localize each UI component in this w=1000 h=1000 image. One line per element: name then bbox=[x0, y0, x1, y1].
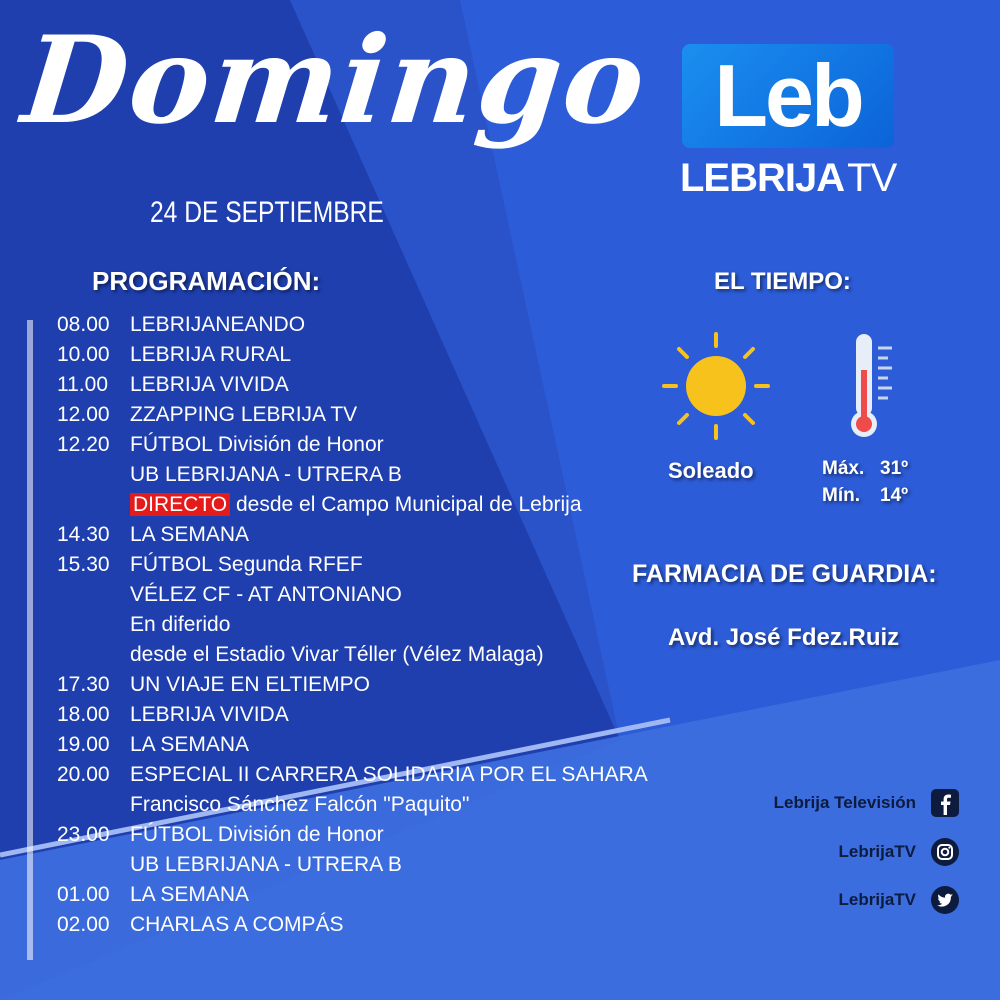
date-label: 24 DE SEPTIEMBRE bbox=[150, 196, 384, 229]
thermometer-icon bbox=[840, 330, 900, 440]
schedule-row: desde el Estadio Vivar Téller (Vélez Malaga) bbox=[130, 643, 544, 666]
schedule-row: DIRECTO desde el Campo Municipal de Lebrija bbox=[57, 490, 648, 520]
schedule-row: 15.30 FÚTBOL Segunda RFEF bbox=[57, 553, 363, 576]
schedule-row: 17.30 UN VIAJE EN ELTIEMPO bbox=[57, 673, 370, 696]
day-title: Domingo bbox=[16, 10, 654, 151]
live-badge: DIRECTO bbox=[130, 493, 230, 516]
brand-light: TV bbox=[847, 156, 897, 200]
schedule-title: PROGRAMACIÓN: bbox=[92, 266, 321, 296]
max-value: 31º bbox=[880, 458, 909, 479]
schedule-row: En diferido bbox=[130, 613, 231, 636]
schedule-row: 11.00 LEBRIJA VIVIDA bbox=[57, 373, 289, 396]
min-value: 14º bbox=[880, 485, 909, 506]
schedule-row: 14.30 LA SEMANA bbox=[57, 523, 250, 546]
social-instagram[interactable] bbox=[839, 837, 960, 867]
logo-mark: Leb bbox=[714, 46, 862, 145]
temperature-readout bbox=[822, 455, 908, 509]
schedule-row: 02.00 CHARLAS A COMPÁS bbox=[57, 913, 344, 936]
divider bbox=[27, 320, 33, 960]
schedule-row: 08.00 LEBRIJANEANDO bbox=[57, 313, 306, 336]
pharmacy-address: Avd. José Fdez.Ruiz bbox=[668, 624, 900, 651]
schedule-row: 10.00 LEBRIJA RURAL bbox=[57, 343, 292, 366]
social-label: Lebrija Televisión bbox=[773, 793, 916, 812]
brand-bold: LEBRIJA bbox=[680, 156, 845, 200]
weather-title: EL TIEMPO: bbox=[714, 268, 851, 295]
facebook-icon bbox=[930, 788, 960, 818]
schedule-row: 20.00 ESPECIAL II CARRERA SOLIDARIA POR EL SAHARA bbox=[57, 763, 648, 786]
instagram-icon bbox=[930, 837, 960, 867]
social-label: LebrijaTV bbox=[838, 842, 916, 861]
weather-condition: Soleado bbox=[668, 458, 754, 483]
schedule-row: 18.00 LEBRIJA VIVIDA bbox=[57, 703, 289, 726]
schedule-row: Francisco Sánchez Falcón "Paquito" bbox=[130, 793, 470, 816]
min-label: Mín. bbox=[822, 485, 860, 506]
max-label: Máx. bbox=[822, 458, 865, 479]
brand-name bbox=[680, 156, 896, 201]
schedule-row: VÉLEZ CF - AT ANTONIANO bbox=[130, 583, 402, 606]
leb-logo bbox=[682, 44, 894, 148]
schedule-row: 01.00 LA SEMANA bbox=[57, 883, 250, 906]
social-twitter[interactable] bbox=[839, 885, 960, 915]
social-label: LebrijaTV bbox=[838, 890, 916, 909]
schedule-row: 12.20 FÚTBOL División de Honor bbox=[57, 433, 384, 456]
pharmacy-title: FARMACIA DE GUARDIA: bbox=[632, 560, 937, 588]
social-facebook[interactable] bbox=[774, 788, 960, 818]
schedule-row: 12.00 ZZAPPING LEBRIJA TV bbox=[57, 403, 358, 426]
schedule-list bbox=[57, 310, 648, 940]
schedule-row: 19.00 LA SEMANA bbox=[57, 733, 250, 756]
schedule-row: UB LEBRIJANA - UTRERA B bbox=[130, 463, 402, 486]
schedule-row: UB LEBRIJANA - UTRERA B bbox=[130, 853, 402, 876]
twitter-icon bbox=[930, 885, 960, 915]
schedule-row: 23.00 FÚTBOL División de Honor bbox=[57, 823, 384, 846]
sun-icon bbox=[660, 330, 772, 442]
